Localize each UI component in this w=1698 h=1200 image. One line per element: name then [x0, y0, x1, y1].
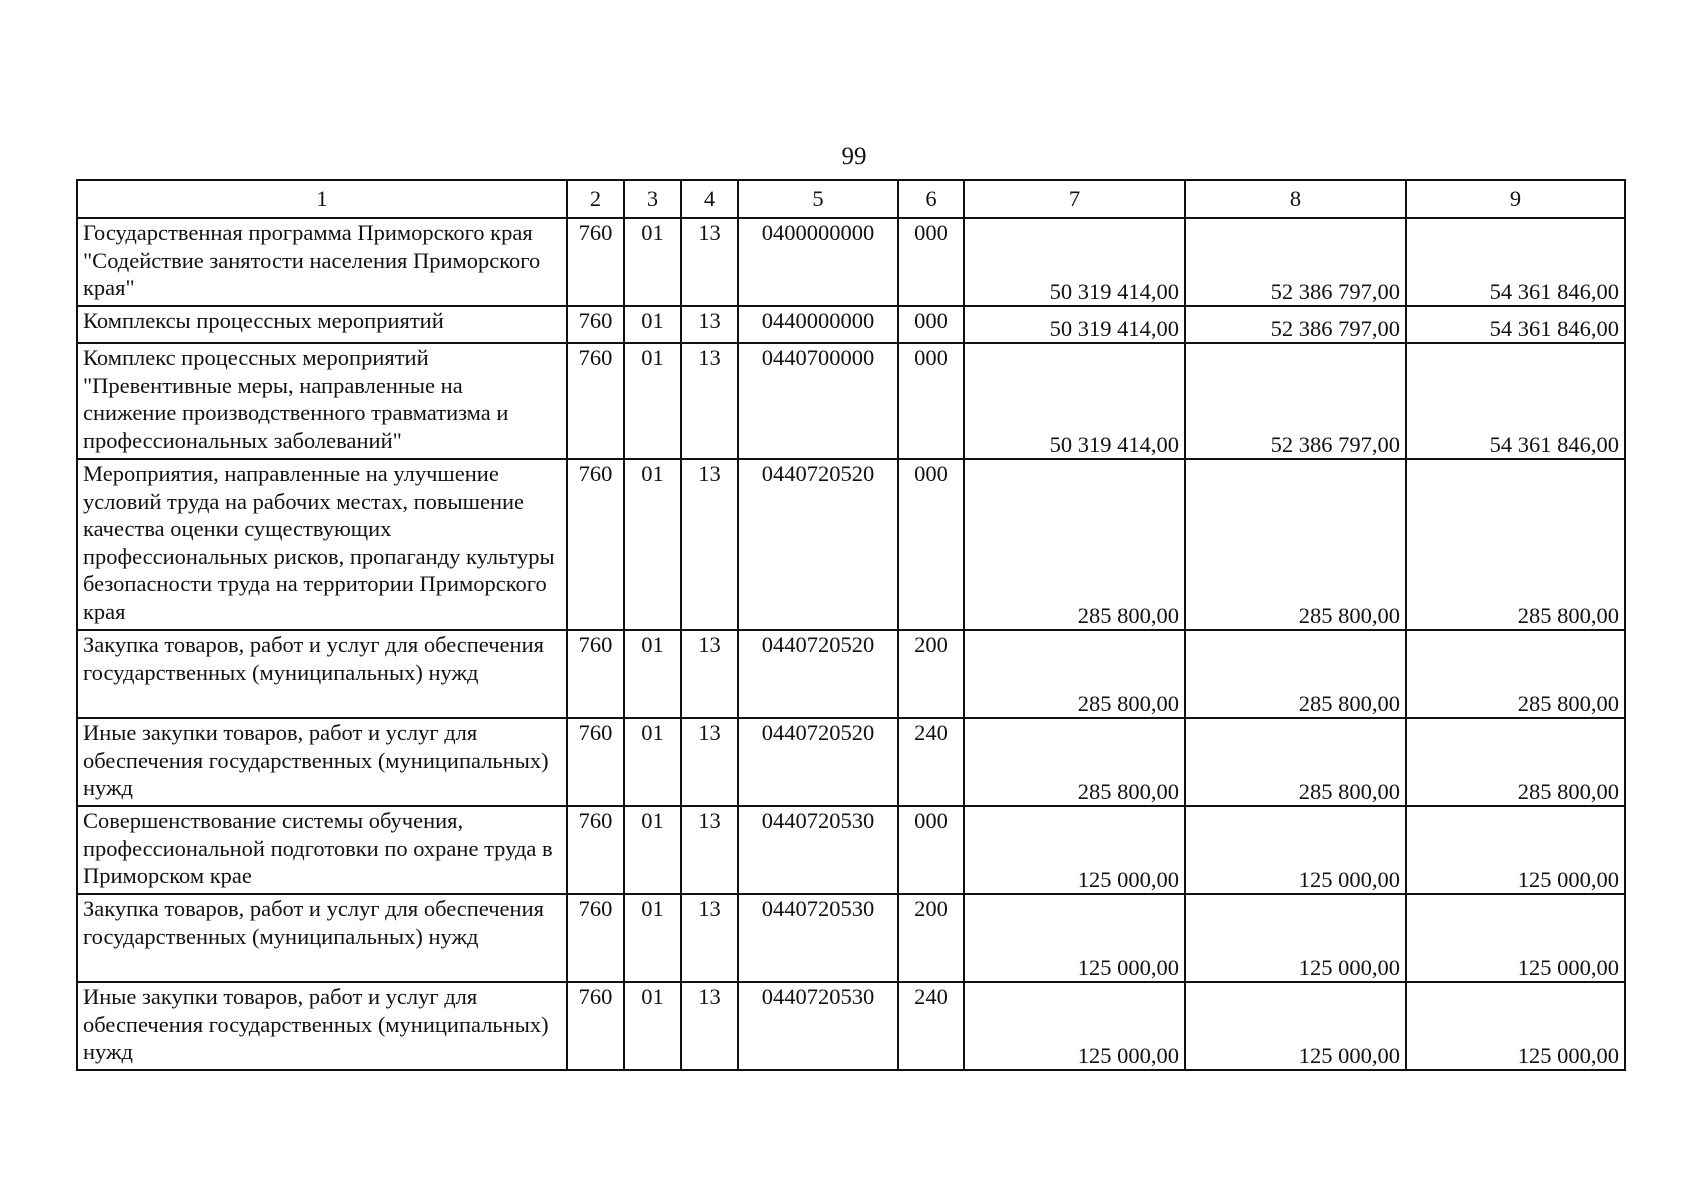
- amount-col-8: 125 000,00: [1185, 894, 1406, 982]
- row-name: Совершенствование системы обучения, профессиональной подготовки по охране труда в Приморском крае: [77, 806, 567, 894]
- subsection-code: 13: [681, 894, 738, 982]
- ministry-code: 760: [567, 218, 624, 306]
- column-header: 3: [624, 180, 681, 218]
- subsection-code: 13: [681, 982, 738, 1070]
- amount-col-9: 54 361 846,00: [1406, 218, 1625, 306]
- amount-col-9: 285 800,00: [1406, 630, 1625, 718]
- column-header: 9: [1406, 180, 1625, 218]
- row-name: Закупка товаров, работ и услуг для обеспечения государственных (муниципальных) нужд: [77, 894, 567, 982]
- expense-type-code: 000: [898, 306, 964, 343]
- table-row: [77, 894, 1625, 982]
- table-row: [77, 218, 1625, 306]
- expense-type-code: 240: [898, 718, 964, 806]
- table-row: [77, 306, 1625, 343]
- expense-type-code: 240: [898, 982, 964, 1070]
- amount-col-7: 125 000,00: [964, 982, 1185, 1070]
- section-code: 01: [624, 218, 681, 306]
- amount-col-7: 125 000,00: [964, 806, 1185, 894]
- row-name: Закупка товаров, работ и услуг для обеспечения государственных (муниципальных) нужд: [77, 630, 567, 718]
- table-row: [77, 343, 1625, 459]
- section-code: 01: [624, 982, 681, 1070]
- section-code: 01: [624, 894, 681, 982]
- expense-type-code: 200: [898, 894, 964, 982]
- section-code: 01: [624, 630, 681, 718]
- page-number: 99: [841, 143, 867, 170]
- amount-col-9: 125 000,00: [1406, 806, 1625, 894]
- ministry-code: 760: [567, 982, 624, 1070]
- amount-col-7: 125 000,00: [964, 894, 1185, 982]
- expense-type-code: 000: [898, 343, 964, 459]
- section-code: 01: [624, 718, 681, 806]
- amount-col-8: 125 000,00: [1185, 982, 1406, 1070]
- amount-col-8: 285 800,00: [1185, 630, 1406, 718]
- target-article-code: 0440720520: [738, 630, 898, 718]
- subsection-code: 13: [681, 343, 738, 459]
- subsection-code: 13: [681, 459, 738, 630]
- section-code: 01: [624, 459, 681, 630]
- amount-col-7: 50 319 414,00: [964, 218, 1185, 306]
- expense-type-code: 000: [898, 218, 964, 306]
- ministry-code: 760: [567, 306, 624, 343]
- ministry-code: 760: [567, 343, 624, 459]
- amount-col-7: 285 800,00: [964, 718, 1185, 806]
- column-header: 4: [681, 180, 738, 218]
- expense-type-code: 000: [898, 806, 964, 894]
- amount-col-9: 54 361 846,00: [1406, 306, 1625, 343]
- ministry-code: 760: [567, 894, 624, 982]
- amount-col-8: 52 386 797,00: [1185, 306, 1406, 343]
- target-article-code: 0440720530: [738, 894, 898, 982]
- target-article-code: 0440720520: [738, 718, 898, 806]
- amount-col-7: 50 319 414,00: [964, 343, 1185, 459]
- table-row: [77, 630, 1625, 718]
- amount-col-7: 50 319 414,00: [964, 306, 1185, 343]
- amount-col-8: 52 386 797,00: [1185, 218, 1406, 306]
- amount-col-9: 285 800,00: [1406, 718, 1625, 806]
- subsection-code: 13: [681, 630, 738, 718]
- row-name: Комплексы процессных мероприятий: [77, 306, 567, 343]
- target-article-code: 0400000000: [738, 218, 898, 306]
- amount-col-8: 285 800,00: [1185, 718, 1406, 806]
- target-article-code: 0440720520: [738, 459, 898, 630]
- row-name: Иные закупки товаров, работ и услуг для обеспечения государственных (муниципальных) нужд: [77, 982, 567, 1070]
- amount-col-9: 125 000,00: [1406, 982, 1625, 1070]
- amount-col-9: 54 361 846,00: [1406, 343, 1625, 459]
- subsection-code: 13: [681, 718, 738, 806]
- subsection-code: 13: [681, 218, 738, 306]
- column-header: 8: [1185, 180, 1406, 218]
- section-code: 01: [624, 806, 681, 894]
- row-name: Государственная программа Приморского края "Содействие занятости населения Приморского края": [77, 218, 567, 306]
- expense-type-code: 000: [898, 459, 964, 630]
- column-header: 6: [898, 180, 964, 218]
- column-header: 2: [567, 180, 624, 218]
- column-header: 7: [964, 180, 1185, 218]
- section-code: 01: [624, 306, 681, 343]
- table-row: [77, 806, 1625, 894]
- target-article-code: 0440720530: [738, 806, 898, 894]
- subsection-code: 13: [681, 306, 738, 343]
- ministry-code: 760: [567, 718, 624, 806]
- amount-col-8: 285 800,00: [1185, 459, 1406, 630]
- target-article-code: 0440700000: [738, 343, 898, 459]
- section-code: 01: [624, 343, 681, 459]
- table-row: [77, 459, 1625, 630]
- row-name: Мероприятия, направленные на улучшение условий труда на рабочих местах, повышение качества оценки существующих профессиональных рисков, пропаганду культуры безопасности труда на территории Приморского края: [77, 459, 567, 630]
- row-name: Комплекс процессных мероприятий "Превентивные меры, направленные на снижение производственного травматизма и профессиональных заболеваний": [77, 343, 567, 459]
- amount-col-9: 125 000,00: [1406, 894, 1625, 982]
- ministry-code: 760: [567, 806, 624, 894]
- table-row: [77, 982, 1625, 1070]
- subsection-code: 13: [681, 806, 738, 894]
- ministry-code: 760: [567, 630, 624, 718]
- row-name: Иные закупки товаров, работ и услуг для обеспечения государственных (муниципальных) нужд: [77, 718, 567, 806]
- amount-col-7: 285 800,00: [964, 630, 1185, 718]
- amount-col-8: 52 386 797,00: [1185, 343, 1406, 459]
- header-row: [77, 180, 1625, 218]
- amount-col-8: 125 000,00: [1185, 806, 1406, 894]
- amount-col-9: 285 800,00: [1406, 459, 1625, 630]
- column-header: 5: [738, 180, 898, 218]
- column-header: 1: [77, 180, 567, 218]
- budget-table: [76, 179, 1626, 1071]
- target-article-code: 0440720530: [738, 982, 898, 1070]
- expense-type-code: 200: [898, 630, 964, 718]
- amount-col-7: 285 800,00: [964, 459, 1185, 630]
- table-row: [77, 718, 1625, 806]
- ministry-code: 760: [567, 459, 624, 630]
- target-article-code: 0440000000: [738, 306, 898, 343]
